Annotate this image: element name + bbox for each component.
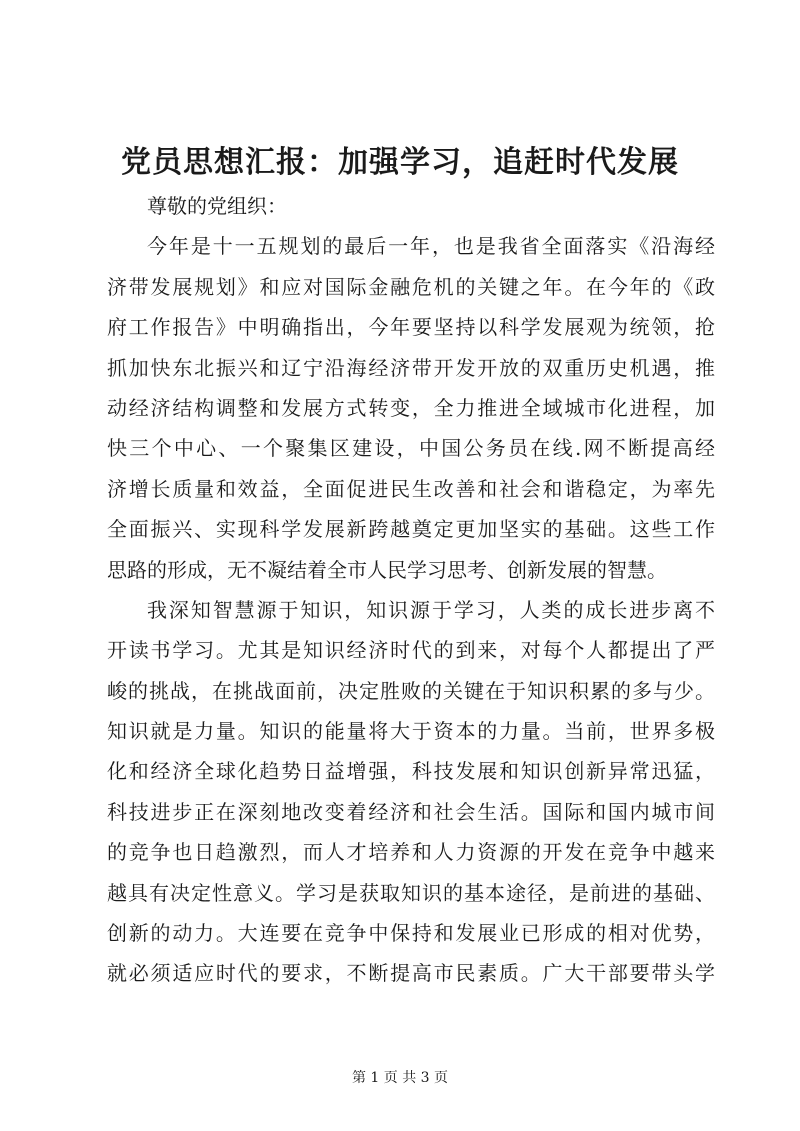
paragraph-2-line: 我深知智慧源于知识，知识源于学习，人类的成长进步离不 [147,597,715,622]
paragraph-2-line: 的竞争也日趋激烈，而人才培养和人力资源的开发在竞争中越来 [107,840,715,865]
paragraph-2-line: 开读书学习。尤其是知识经济时代的到来，对每个人都提出了严 [107,638,715,663]
document-title: 党员思想汇报：加强学习，追赶时代发展 [121,145,679,180]
paragraph-1-line: 动经济结构调整和发展方式转变，全力推进全域城市化进程，加 [107,395,715,420]
paragraph-2-line: 创新的动力。大连要在竞争中保持和发展业已形成的相对优势， [107,921,715,946]
paragraph-1-line: 快三个中心、一个聚集区建设，中国公务员在线.网不断提高经 [107,436,715,461]
paragraph-1-line: 全面振兴、实现科学发展新跨越奠定更加坚实的基础。这些工作 [107,517,715,542]
paragraph-2-line: 越具有决定性意义。学习是获取知识的基本途径，是前进的基础、 [107,880,715,905]
paragraph-1-line: 今年是十一五规划的最后一年，也是我省全面落实《沿海经 [147,234,715,259]
paragraph-2-line: 峻的挑战，在挑战面前，决定胜败的关键在于知识积累的多与少。 [107,678,715,703]
paragraph-1-line: 思路的形成，无不凝结着全市人民学习思考、创新发展的智慧。 [107,557,667,582]
paragraph-2-line: 科技进步正在深刻地改变着经济和社会生活。国际和国内城市间 [107,799,715,824]
paragraph-1-line: 抓加快东北振兴和辽宁沿海经济带开发开放的双重历史机遇，推 [107,355,715,380]
salutation-line: 尊敬的党组织： [147,194,287,218]
paragraph-1-line: 济增长质量和效益，全面促进民生改善和社会和谐稳定，为率先 [107,476,715,501]
paragraph-1-line: 府工作报告》中明确指出，今年要坚持以科学发展观为统领，抢 [107,315,715,340]
document-body [107,186,715,994]
paragraph-2-line: 化和经济全球化趋势日益增强，科技发展和知识创新异常迅猛， [107,759,715,784]
paragraph-1-line: 济带发展规划》和应对国际金融危机的关键之年。在今年的《政 [107,274,715,299]
paragraph-2-line: 就必须适应时代的要求，不断提高市民素质。广大干部要带头学 [107,961,715,986]
paragraph-2-line: 知识就是力量。知识的能量将大于资本的力量。当前，世界多极 [107,719,715,744]
page-number-footer: 第 1 页 共 3 页 [351,1070,449,1086]
